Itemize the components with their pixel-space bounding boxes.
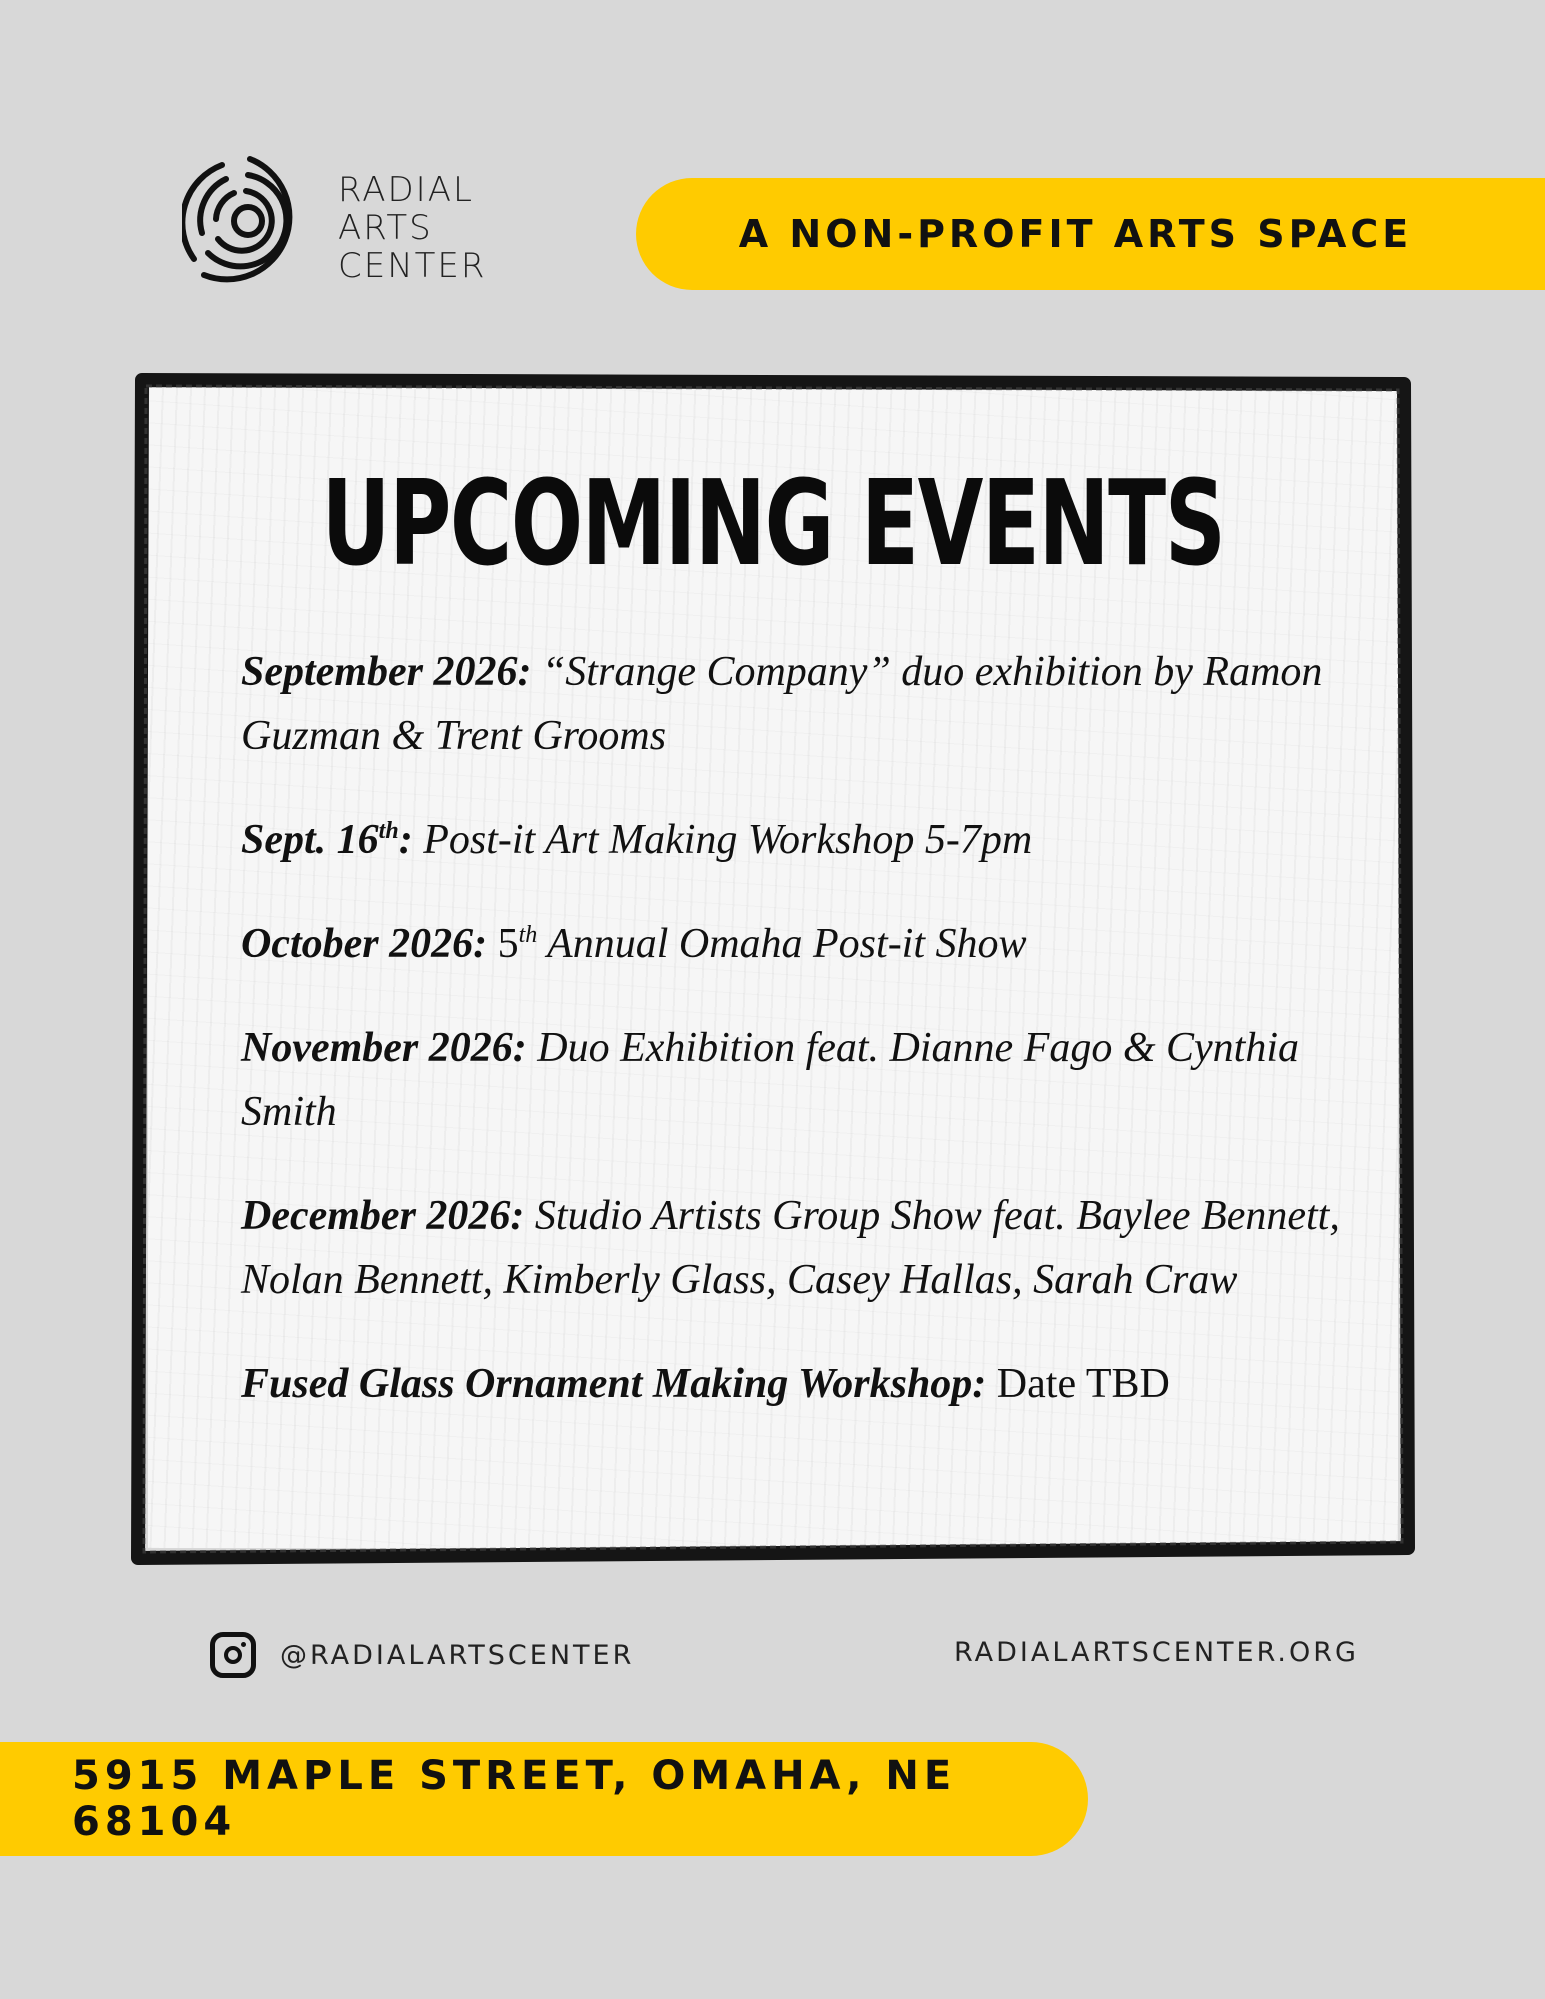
tagline-text: A NON-PROFIT ARTS SPACE <box>738 212 1413 256</box>
website-link[interactable]: RADIALARTSCENTER.ORG <box>954 1637 1359 1668</box>
event-item <box>241 1016 1361 1144</box>
logo-wordmark <box>338 171 487 285</box>
event-item <box>241 640 1361 768</box>
event-date-suffix: th <box>378 818 399 844</box>
event-date-main: Sept. 16 <box>241 817 379 863</box>
event-item <box>241 912 1361 976</box>
event-date <box>241 817 413 863</box>
event-description: “Strange Company” duo exhibition by Ramon Guzman & Trent Grooms <box>241 649 1323 759</box>
event-date: December 2026: <box>241 1193 525 1239</box>
event-ordinal: 5 <box>487 921 519 967</box>
event-date: September 2026: <box>241 649 532 695</box>
logo-line-3: CENTER <box>338 246 487 286</box>
event-description: Studio Artists Group Show feat. Baylee Bennett, Nolan Bennett, Kimberly Glass, Casey Hallas, Sarah Craw <box>241 1193 1340 1303</box>
instagram-icon <box>210 1632 256 1678</box>
event-description: Duo Exhibition feat. Dianne Fago & Cynthia Smith <box>241 1025 1300 1135</box>
event-date: November 2026: <box>241 1025 527 1071</box>
event-date: October 2026: <box>241 921 488 967</box>
event-date-colon: : <box>398 817 413 863</box>
logo-line-2: ARTS <box>338 208 433 248</box>
address-banner <box>0 1742 1088 1856</box>
event-ordinal-suffix: th <box>518 922 538 948</box>
event-item <box>241 1184 1361 1312</box>
logo-line-1: RADIAL <box>338 170 474 210</box>
radial-logo-icon <box>182 155 312 305</box>
event-item <box>241 808 1361 872</box>
events-list <box>241 640 1361 1456</box>
address-text: 5915 MAPLE STREET, OMAHA, NE 68104 <box>72 1753 957 1845</box>
instagram-link[interactable] <box>210 1627 634 1683</box>
instagram-handle: @RADIALARTSCENTER <box>280 1639 635 1671</box>
logo <box>182 155 522 305</box>
event-date: Fused Glass Ornament Making Workshop: <box>241 1361 987 1407</box>
page-title: UPCOMING EVENTS <box>321 454 1225 592</box>
event-description: Annual Omaha Post-it Show <box>537 921 1027 967</box>
event-description: Date TBD <box>986 1361 1170 1407</box>
tagline-banner <box>636 178 1545 290</box>
event-description: Post-it Art Making Workshop 5-7pm <box>412 817 1033 863</box>
event-item <box>241 1352 1361 1416</box>
